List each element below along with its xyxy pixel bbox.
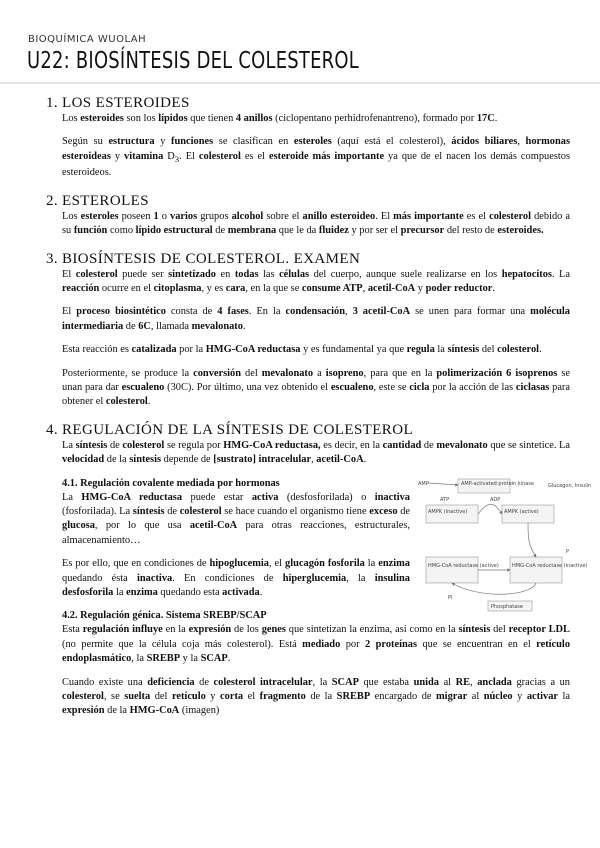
- subsection-4-1-paragraph-1: La HMG-CoA reductasa puede estar activa (desfosforilada) o inactiva (fosforilada). La síntesis de colesterol se hace cuando el organismo tiene exceso de glucosa, por lo que usa acetil-CoA para otras reacciones, estructurales, almacenamiento…: [62, 491, 411, 546]
- section-4-heading: 4. REGULACIÓN DE LA SÍNTESIS DE COLESTEROL: [46, 421, 414, 438]
- header-kicker: BIOQUÍMICA WUOLAH: [28, 34, 147, 45]
- diagram-label-amp: AMP: [418, 480, 429, 487]
- diagram-label-ampk-active: AMPK (active): [504, 508, 539, 515]
- section-2-heading: 2. ESTEROLES: [46, 192, 149, 209]
- diagram-label-atp: ATP: [440, 496, 450, 503]
- diagram-label-pi: Pi: [448, 594, 453, 601]
- diagram-label-ampk-kinase: AMP-activated protein kinase: [461, 480, 534, 487]
- section-2-paragraph-1: Los esteroles poseen 1 o varios grupos alcohol sobre el anillo esteroideo. El más importante es el colesterol debido a su función como lípido estructural de membrana que le da fluidez y por ser el precursor del resto de esteroides.: [62, 210, 571, 237]
- diagram-label-adp: ADP: [490, 496, 501, 503]
- section-1-paragraph-1: Los esteroides son los lípidos que tienen 4 anillos (ciclopentano perhidrofenantreno), formado por 17C.: [62, 113, 498, 124]
- page-title: U22: BIOSÍNTESIS DEL COLESTEROL: [27, 48, 359, 74]
- diagram-label-hormones: Glucagon, Insulin: [548, 482, 592, 489]
- diagram-label-phosphate: P: [566, 548, 570, 555]
- subsection-4-1-paragraph-2: Es por ello, que en condiciones de hipoglucemia, el glucagón fosforila la enzima quedando ésta inactiva. En condiciones de hiperglucemia, la insulina desfosforila la enzima quedando esta activada.: [62, 558, 410, 599]
- diagram-label-hmgcoa-active: HMG-CoA reductase (active): [428, 562, 499, 569]
- subsection-4-2-heading: 4.2. Regulación génica. Sistema SREBP/SCAP: [62, 610, 267, 622]
- hmgcoa-regulation-diagram: [418, 475, 592, 625]
- diagram-box-hmgcoa-inactive: [510, 557, 562, 583]
- subsection-4-2-paragraph-2: Cuando existe una deficiencia de colesterol intracelular, la SCAP que estaba unida al RE, anclada gracias a un colesterol, se suelta del retículo y corta el fragmento de la SREBP encargado de migrar al núcleo y activar la expresión de la HMG-CoA (imagen): [62, 676, 571, 717]
- section-1-heading: 1. LOS ESTEROIDES: [46, 95, 190, 111]
- section-1-paragraph-2: Según su estructura y funciones se clasifican en esteroles (aquí está el colesterol), ácidos biliares, hormonas esteroideas y vitamina $D_3$. El colesterol es el esteroide más importante ya que de el nacen los demás compuestos esteroideos.: [62, 136, 571, 179]
- document-body: [46, 95, 592, 719]
- diagram-box-hmgcoa-active: [426, 557, 478, 583]
- section-3-heading: 3. BIOSÍNTESIS DE COLESTEROL. EXAMEN: [46, 250, 361, 267]
- section-3-paragraph-3: Esta reacción es catalizada por la HMG-CoA reductasa y es fundamental ya que regula la síntesis del colesterol.: [62, 344, 542, 356]
- section-3-paragraph-2: El proceso biosintético consta de 4 fases. En la condensación, 3 acetil-CoA se unen para formar una molécula intermediaria de 6C, llamada mevalonato.: [62, 306, 570, 332]
- section-3-paragraph-1: El colesterol puede ser sintetizado en todas las células del cuerpo, aunque suele realizarse en los hepatocitos. La reacción ocurre en el citoplasma, y es cara, en la que se consume ATP, acetil-CoA y poder reductor.: [62, 268, 570, 294]
- diagram-label-phosphatase: Phosphatase: [491, 603, 523, 610]
- diagram-label-ampk-inactive: AMPK (inactive): [428, 508, 468, 515]
- subsection-4-1: [62, 477, 592, 610]
- diagram-label-hmgcoa-inactive: HMG-CoA reductase (inactive): [512, 562, 588, 569]
- subsection-4-1-heading: 4.1. Regulación covalente mediada por hormonas: [62, 477, 280, 489]
- subsection-4-2-paragraph-1: Esta regulación influye en la expresión de los genes que sintetizan la enzima, así como en la síntesis del receptor LDL (no permite que la célula coja más colesterol). Está mediado por 2 proteínas que se encuentran en el retículo endoplasmático, la SREBP y la SCAP.: [62, 624, 571, 665]
- section-3-paragraph-4: Posteriormente, se produce la conversión del mevalonato a isopreno, para que en la polimerización 6 isoprenos se unan para dar escualeno (30C). Por último, una vez obtenido el escualeno, este se cicla por la acción de las ciclasas para obtener el colesterol.: [62, 367, 571, 408]
- header-rule: [0, 82, 600, 84]
- section-4-paragraph-1: La síntesis de colesterol se regula por HMG-CoA reductasa, es decir, en la cantidad de mevalonato que se sintetice. La velocidad de la síntesis depende de [sustrato] intracelular, acetil-CoA.: [62, 439, 571, 466]
